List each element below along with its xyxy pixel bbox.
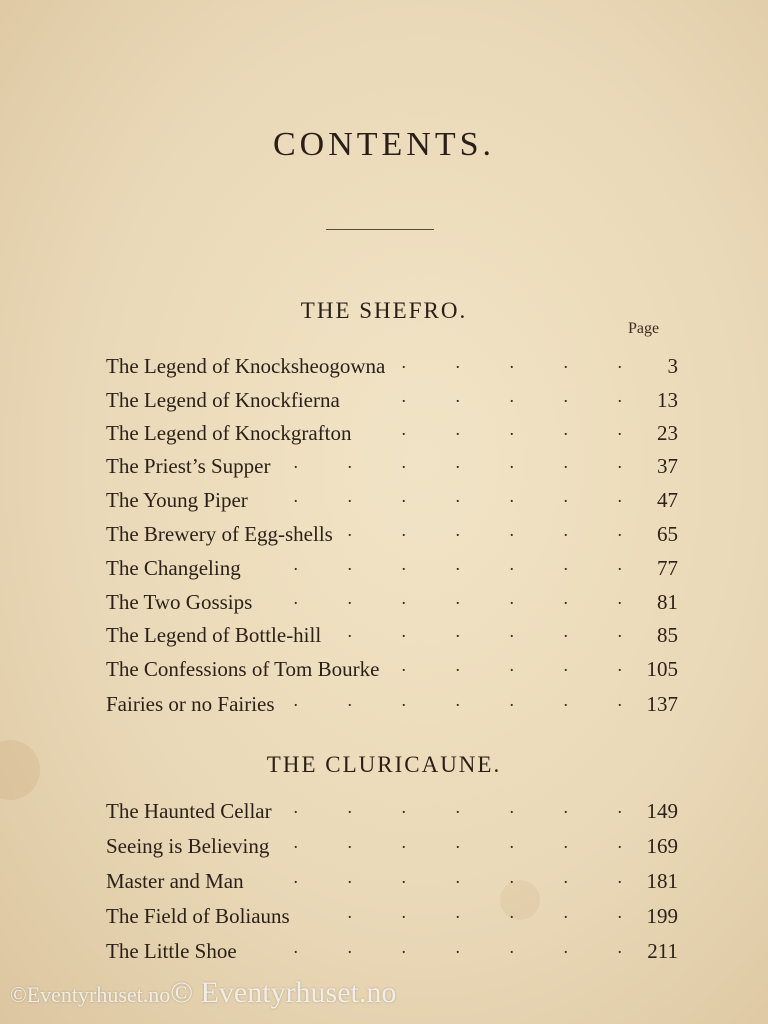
entry-title: The Brewery of Egg-shells <box>106 522 333 546</box>
entry-title: Fairies or no Fairies <box>106 692 275 716</box>
toc-entry[interactable] <box>106 386 678 416</box>
entry-title: Seeing is Believing <box>106 834 270 858</box>
entry-title: The Legend of Knocksheogowna <box>106 354 386 378</box>
dot-leader <box>252 588 634 614</box>
toc-entry[interactable] <box>106 655 678 685</box>
watermark-left: ©Eventyrhuset.no <box>10 982 171 1007</box>
entry-title: The Legend of Knockfierna <box>106 388 340 412</box>
dot-leader <box>241 554 634 580</box>
toc-entry[interactable] <box>106 486 678 516</box>
entry-title: The Legend of Bottle-hill <box>106 623 322 647</box>
watermark-right: © Eventyrhuset.no <box>170 976 397 1009</box>
toc-entry[interactable] <box>106 902 678 932</box>
toc-entry[interactable] <box>106 690 678 720</box>
dot-leader <box>270 452 634 478</box>
entry-page: 211 <box>647 939 678 963</box>
entry-page: 13 <box>657 388 678 412</box>
entry-page: 199 <box>646 904 678 928</box>
toc-entry[interactable] <box>106 937 678 967</box>
watermark <box>10 976 396 1010</box>
toc-entry[interactable] <box>106 797 678 827</box>
dot-leader <box>321 621 634 647</box>
toc-entry[interactable] <box>106 352 678 382</box>
entry-title: The Legend of Knockgrafton <box>106 421 352 445</box>
entry-page: 23 <box>657 421 678 445</box>
toc-entry[interactable] <box>106 588 678 618</box>
title-rule <box>326 229 434 230</box>
page-column-label: Page <box>628 320 660 337</box>
entry-title: The Two Gossips <box>106 590 253 614</box>
page-title: CONTENTS. <box>272 126 496 163</box>
entry-page: 105 <box>646 657 678 681</box>
entry-page: 149 <box>646 799 678 823</box>
entry-page: 47 <box>657 488 678 512</box>
entry-title: The Young Piper <box>106 488 248 512</box>
entry-page: 81 <box>657 590 678 614</box>
entry-page: 181 <box>646 869 678 893</box>
entry-title: Master and Man <box>106 869 244 893</box>
toc-entry[interactable] <box>106 621 678 651</box>
entry-page: 37 <box>657 454 678 478</box>
toc-entry[interactable] <box>106 867 678 897</box>
dot-leader <box>333 520 634 546</box>
dot-leader <box>352 419 635 445</box>
entry-page: 85 <box>657 623 678 647</box>
entry-title: The Priest’s Supper <box>106 454 271 478</box>
dot-leader <box>385 352 634 378</box>
entry-page: 137 <box>646 692 678 716</box>
entry-title: The Field of Boliauns <box>106 904 290 928</box>
dot-leader <box>244 867 634 893</box>
toc-entry[interactable] <box>106 452 678 482</box>
dot-leader <box>290 902 634 928</box>
toc-entry[interactable] <box>106 554 678 584</box>
entry-title: The Confessions of Tom Bourke <box>106 657 380 681</box>
dot-leader <box>237 937 634 963</box>
entry-page: 65 <box>657 522 678 546</box>
dot-leader <box>272 797 634 823</box>
dot-leader <box>275 690 634 716</box>
entry-page: 77 <box>657 556 678 580</box>
section-heading-shefro: THE SHEFRO. <box>300 298 468 323</box>
dot-leader <box>269 832 634 858</box>
dot-leader <box>340 386 634 412</box>
entry-title: The Little Shoe <box>106 939 237 963</box>
entry-title: The Changeling <box>106 556 241 580</box>
dot-leader <box>248 486 634 512</box>
toc-entry[interactable] <box>106 419 678 449</box>
dot-leader <box>379 655 634 681</box>
entry-page: 3 <box>667 354 678 378</box>
entry-title: The Haunted Cellar <box>106 799 272 823</box>
toc-entry[interactable] <box>106 520 678 550</box>
section-heading-cluricaune: THE CLURICAUNE. <box>266 752 502 777</box>
toc-entry[interactable] <box>106 832 678 862</box>
entry-page: 169 <box>646 834 678 858</box>
